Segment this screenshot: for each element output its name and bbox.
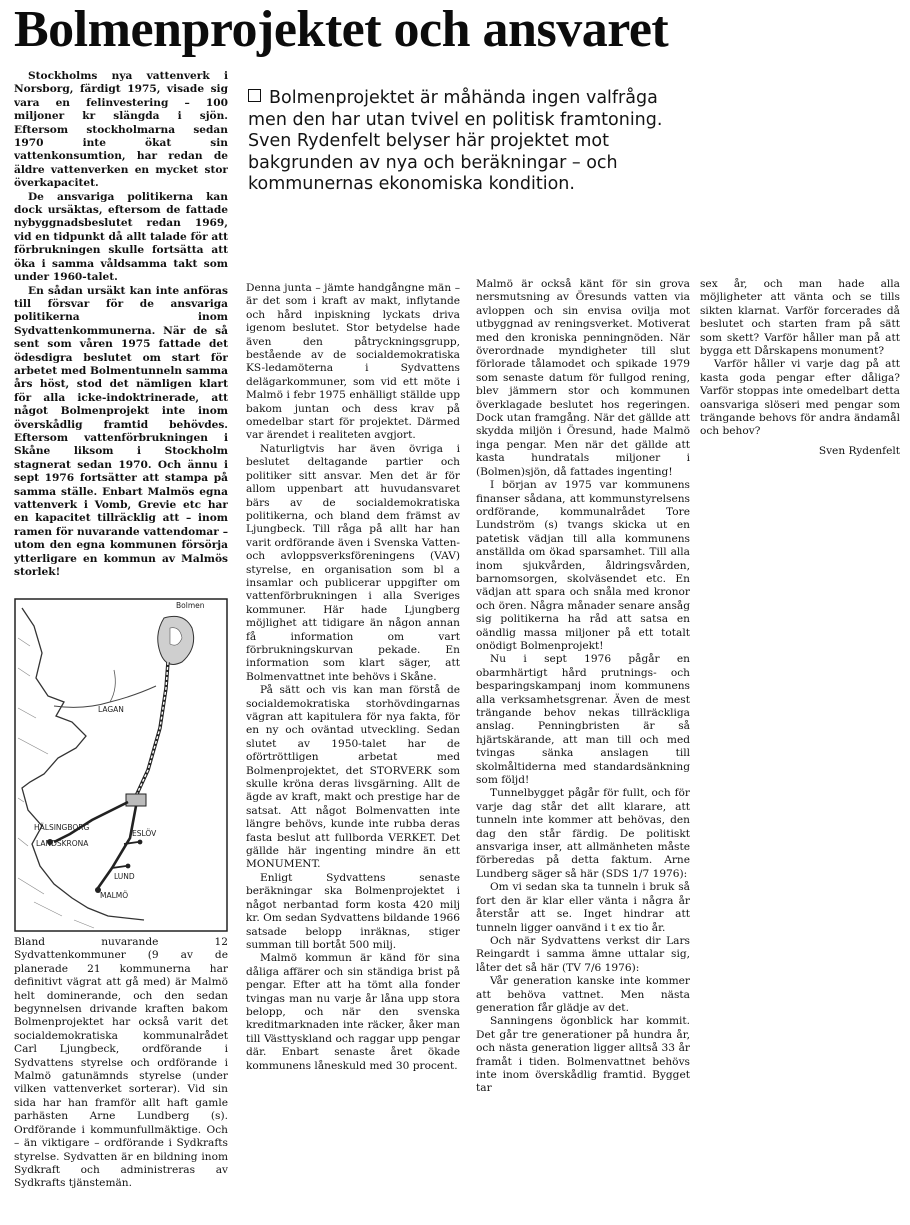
map-label: LANDSKRONA: [36, 839, 89, 848]
paragraph: En sådan ursäkt kan inte anföras till försvar för de ansvariga politikerna inom Sydvattenkommunerna. När de så sent som våren 1975 fattade det ödesdigra beslutet om start för arbetet med Bolmentunneln samma års höst, stod det nämligen klart för alla icke-indoktrinerade, att något Bolmenprojekt inte inom överskådlig framtid behövdes. Eftersom vattenförbrukningen i Skåne liksom i Stockholm stagnerat sedan 1970. Och ännu i sept 1976 fortsätter att stampa på samma ställe. Enbart Malmös egna vattenverk i Vomb, Grevie etc har en kapacitet tillräcklig att – inom ramen för nuvarande vattendomar – utom den egna kommunen försörja ytterligare en kommun av Malmös storlek!: [14, 284, 228, 579]
paragraph: På sätt och vis kan man förstå de socialdemokratiska storhövdingarnas vägran att kapitulera för nya fakta, för en ny och oväntad utveckling. Sedan slutet av 1950-talet har de oförtröttligen arbetat med Bolmenprojektet, det STORVERK som skulle kröna deras livsgärning. Allt de ägde av kraft, makt och prestige har de satsat. Att något Bolmenvatten inte längre behövs, kunde inte rubba deras fasta beslut att fullborda VERKET. Det gällde här ingenting mindre än ett MONUMENT.: [246, 684, 460, 871]
map-svg: [14, 598, 228, 932]
pipeline-west: [54, 802, 128, 842]
paragraph: Nu i sept 1976 pågår en obarmhärtigt hård prutnings- och besparingskampanj inom kommunens alla verksamhetsgrenar. Även de mest trängande behov nekas tillräckliga anslag. Penningbristen är så hjärtskärande, att man till och med tvingas sänka anslagen till skolmåltiderna med standardsänkning som följd!: [476, 653, 690, 787]
paragraph: Och när Sydvattens verkst dir Lars Reingardt i samma ämne uttalar sig, låter det så här (TV 7/6 1976):: [476, 934, 690, 974]
paragraph: Naturligtvis har även övriga i beslutet deltagande partier och politiker sitt ansvar. Men det är för allom uppenbart att huvudansvaret bärs av de socialdemokratiska politikerna, och bland dem främst av Ljungbeck. Till råga på allt har han varit ordförande även i Svenska Vatten- och avloppsverksföreningens (VAV) styrelse, en organisation som bl a insamlar och publicerar uppgifter om vattenförbrukningen i alla Sveriges kommuner. Här hade Ljungberg möjlighet att tidigare än någon annan få information om vart förbrukningskurvan pekade. En information som klart säger, att Bolmenvattnet inte behövs i Skåne.: [246, 442, 460, 683]
tunnel-line: [136, 662, 168, 796]
map-label: LUND: [114, 872, 135, 881]
map-label: HÄLSINGBORG: [34, 823, 90, 832]
column-3: [476, 278, 690, 1218]
map-label: Bolmen: [176, 601, 205, 610]
quote-paragraph: Vår generation kanske inte kommer att behöva vattnet. Men nästa generation får glädje av det.: [476, 975, 690, 1014]
river-branch: [110, 670, 115, 702]
tunnel-line-dash: [136, 662, 168, 796]
column-4: [700, 278, 900, 488]
paragraph: Stockholms nya vattenverk i Norsborg, färdigt 1975, visade sig vara en felinvestering – 100 miljoner kr slängda i sjön. Eftersom stockholmarna sedan 1970 inte ökat sin vattenkonsumtion, har redan de äldre vattenverken en mycket stor överkapacitet.: [14, 70, 228, 190]
paragraph: Bland nuvarande 12 Sydvattenkommuner (9 av de planerade 21 kommunerna har definitivt vägrat att gå med) är Malmö helt dominerande, och den sedan begynnelsen drivande kraften bakom Bolmenprojektet har också varit det socialdemokratiska kommunalrådet Carl Ljungbeck, ordförande i Sydvattens styrelse och ordförande i Malmö gatunämnds styrelse (under vilken vattenverket sorterar). Vid sin sida har han framför allt haft gamle parhästen Arne Lundberg (s). Ordförande i kommunfullmäktige. Och – än viktigare – ordförande i Sydkrafts styrelse. Sydvatten är en bildning inom Sydkraft och administreras av Sydkrafts tjänstemän.: [14, 936, 228, 1190]
map-figure: [14, 598, 228, 932]
paragraph: Tunnelbygget pågår för fullt, och för varje dag står det allt klarare, att tunneln inte kommer att behövas, den dag den står färdig. De politiskt ansvariga inser, att allmänheten måste förberedas på detta faktum. Arne Lundberg säger så här (SDS 1/7 1976):: [476, 787, 690, 880]
paragraph: Malmö är också känt för sin grova nersmutsning av Öresunds vatten via avloppen och sin envisa ovilja mot utbyggnad av reningsverket. Motiverat med den kroniska penningnöden. När överordnade myndigheter till slut förlorade tålamodet och spikade 1979 som senaste datum för fullgod rening, blev jämmern stor och kommunen överklagade beslutet hos regeringen. Dock utan framgång. När det gällde att skydda miljön i Öresund, hade Malmö inga pengar. Men när det gällde att kasta hundratals miljoner i (Bolmen)sjön, då fattades ingenting!: [476, 278, 690, 478]
town-dot: [126, 864, 131, 869]
bullet-box-icon: [248, 89, 261, 102]
intro-text: [248, 88, 688, 218]
column-1-bottom: [14, 936, 228, 1219]
intro-body: Bolmenprojektet är måhända ingen valfråga men den har utan tvivel en politisk framtoning. Sven Rydenfelt belyser här projektet mot bakgrunden av nya och beräkningar – och kommunernas ekonomiska kondition.: [248, 88, 663, 194]
paragraph: Sanningens ögonblick har kommit. Det går tre generationer på hundra år, och nästa generation ligger alltså 33 år framåt i tiden. Bolmenvattnet behövs inte inom överskådlig framtid. Bygget tar: [476, 1015, 690, 1095]
paragraph: I början av 1975 var kommunens finanser sådana, att kommunstyrelsens ordförande, kommunalrådet Tore Lundström (s) tvangs skicka ut en patetisk vädjan till alla kommunens anställda om ökad sparsamhet. Till alla inom sjukvården, åldringsvården, barnomsorgen, skolväsendet etc. En vädjan att spara och snåla med kronor och ören. Några månader senare ansåg sig politikerna ha råd att satsa en oändlig massa miljoner på ett totalt onödigt Bolmenprojekt!: [476, 479, 690, 652]
map-frame: [15, 599, 227, 931]
headline: Bolmenprojektet och ansvaret: [14, 1, 669, 58]
map-label: MALMÖ: [100, 891, 129, 900]
author-signature: Sven Rydenfelt: [818, 444, 900, 457]
map-label: LAGAN: [98, 705, 124, 714]
reservoir-symbol: [126, 794, 146, 806]
town-dot: [138, 840, 143, 845]
paragraph: Enligt Sydvattens senaste beräkningar ska Bolmenprojektet i något nerbantad form kosta 420 milj kr. Om sedan Sydvattens bildande 1966 satsade belopp inräknas, stiger summan till bortåt 500 milj.: [246, 871, 460, 951]
paragraph: sex år, och man hade alla möjligheter att vänta och se tills sikten klarnat. Varför forcerades då beslutet och starten fram på sätt som skett? Varför håller man på att bygga ett Dårskapens monument?: [700, 278, 900, 358]
column-1-top: [14, 70, 228, 595]
paragraph: Malmö kommun är känd för sina dåliga affärer och sin ständiga brist på pengar. Efter att ha tömt alla fonder tvingas man nu varje år låna upp stora belopp, och när den svenska kreditmarknaden inte räcker, åker man till Västtyskland och raggar upp pengar där. Enbart senaste året ökade kommunens låneskuld med 30 procent.: [246, 952, 460, 1072]
column-2: [246, 282, 460, 1217]
quote-paragraph: Om vi sedan ska ta tunneln i bruk så fort den är klar eller vänta i några år återstår att se. Inget hindrar att tunneln ligger oanvänd i t ex tio år.: [476, 881, 690, 934]
paragraph: Varför håller vi varje dag på att kasta goda pengar efter dåliga? Varför stoppas inte omedelbart detta oansvariga slöseri med pengar som trängande behovs för andra ändamål och behov?: [700, 358, 900, 438]
map-label: ESLÖV: [132, 829, 157, 838]
paragraph: De ansvariga politikerna kan dock ursäktas, eftersom de fattade nybyggnadsbeslutet redan 1969, vid en tidpunkt då allt talade för att förbrukningen skulle fortsätta att öka i samma våldsamma takt som under 1960-talet.: [14, 190, 228, 284]
paragraph: Denna junta – jämte handgångne män – är det som i kraft av makt, inflytande och hård inpiskning lyckats driva igenom beslutet. Stor betydelse hade även den påtryckningsgrupp, bestående av de socialdemokratiska KS-ledamöterna i Sydvattens delägarkommuner, som vid ett möte i Malmö i febr 1975 enhälligt ställde upp bakom juntan och dess krav på omedelbar start för projektet. Därmed var ärendet i realiteten avgjort.: [246, 282, 460, 442]
